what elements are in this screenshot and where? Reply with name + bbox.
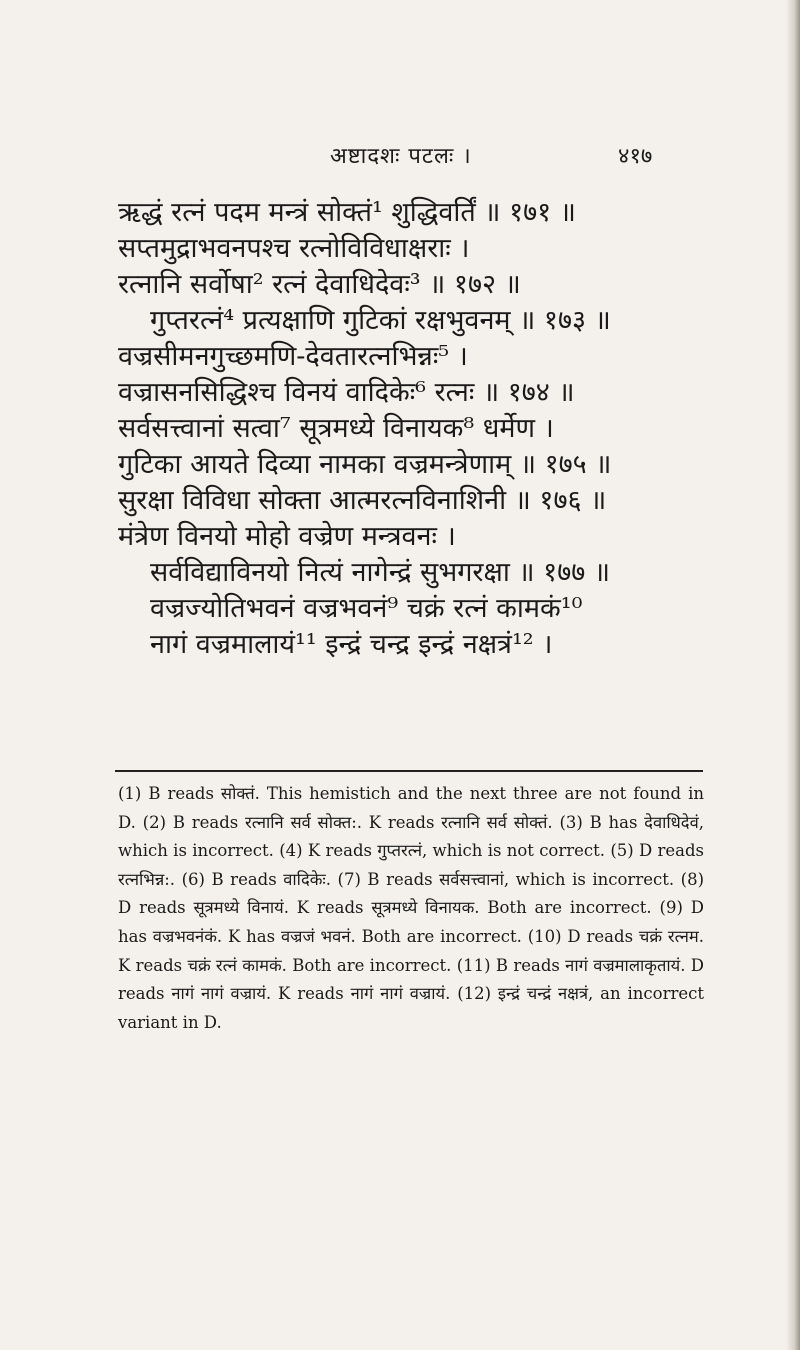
footnote-divider xyxy=(115,770,703,772)
page-number: ४१७ xyxy=(618,144,653,169)
verse-line: सर्वसत्त्वानां सत्वा⁷ सूत्रमध्ये विनायक⁸ धर्मेण । xyxy=(118,413,554,444)
verse-line: ऋद्धं रत्नं पदम मन्त्रं सोक्तं¹ शुद्धिवर्तिं ॥ १७१ ॥ xyxy=(118,197,576,228)
footnote: (1) B reads सोक्तं. This hemistich and the next three are not found in D. xyxy=(118,784,704,832)
verse-line: वज्रसीमनगुच्छमणि-देवतारत्नभिन्नः⁵ । xyxy=(118,341,468,372)
footnote: (6) B reads वादिकेः. xyxy=(181,869,331,889)
page-edge-stain xyxy=(786,0,800,1350)
verse-line: सुरक्षा विविधा सोक्ता आत्मरत्नविनाशिनी ॥ १७६ ॥ xyxy=(118,485,607,516)
footnote: (5) D reads रत्नभिन्न:. xyxy=(118,841,704,889)
footnote: (4) K reads गुप्तरत्नं, which is not correct. xyxy=(279,841,606,861)
page-header xyxy=(0,140,800,180)
verse-line: वज्रासनसिद्धिश्च विनयं वादिकेः⁶ रत्नः ॥ १७४ ॥ xyxy=(118,377,575,408)
footnote: (2) B reads रत्नानि सर्व सोक्त:. K reads रत्नानि सर्व सोक्तं. xyxy=(142,812,553,832)
verse-line: सप्तमुद्राभवनपश्च रत्नोविविधाक्षराः । xyxy=(118,233,470,264)
footnote: (8) D reads सूत्रमध्ये विनायं. K reads सूत्रमध्ये विनायक. Both are incorrect. xyxy=(118,869,705,918)
footnote: (12) इन्द्रं चन्द्रं नक्षत्रं, an incorrect variant in D. xyxy=(118,984,704,1032)
verse-line: मंत्रेण विनयो मोहो वज्रेण मन्त्रवनः । xyxy=(118,521,456,552)
verse-line: रत्नानि सर्वोषा² रत्नं देवाधिदेवः³ ॥ १७२ ॥ xyxy=(118,269,521,300)
footnote: (7) B reads सर्वसत्त्वानां, which is incorrect. xyxy=(337,869,675,889)
verse-line: सर्वविद्याविनयो नित्यं नागेन्द्रं सुभगरक्षा ॥ १७७ ॥ xyxy=(150,557,611,588)
running-head: अष्टादशः पटलः । xyxy=(330,144,472,169)
footnote: (9) D has वज्रभवनंकं. K has वज्रजं भवनं. Both are incorrect. xyxy=(118,898,704,946)
footnote: (11) B reads नागं वज्रमालाकृतायं. D reads नागं नागं वज्रायं. K reads नागं नागं वज्रायं. xyxy=(118,955,704,1004)
footnote: (10) D reads चक्रं रत्नम. K reads चक्रं रत्नं कामकं. Both are incorrect. xyxy=(118,926,704,975)
footnote: (3) B has देवाधिदेवं, which is incorrect. xyxy=(118,812,704,861)
verse-line: नागं वज्रमालायं¹¹ इन्द्रं चन्द्र इन्द्रं नक्षत्रं¹² । xyxy=(150,629,553,660)
footnote-block xyxy=(118,780,704,1037)
verse-line: गुटिका आयते दिव्या नामका वज्रमन्त्रेणाम् ॥ १७५ ॥ xyxy=(118,449,612,480)
verse-line: वज्रज्योतिभवनं वज्रभवनं⁹ चक्रं रत्नं कामकं¹⁰ xyxy=(150,593,583,624)
footnotes xyxy=(118,780,704,1037)
verse-line: गुप्तरत्नं⁴ प्रत्यक्षाणि गुटिकां रक्षभुवनम् ॥ १७३ ॥ xyxy=(150,305,611,336)
